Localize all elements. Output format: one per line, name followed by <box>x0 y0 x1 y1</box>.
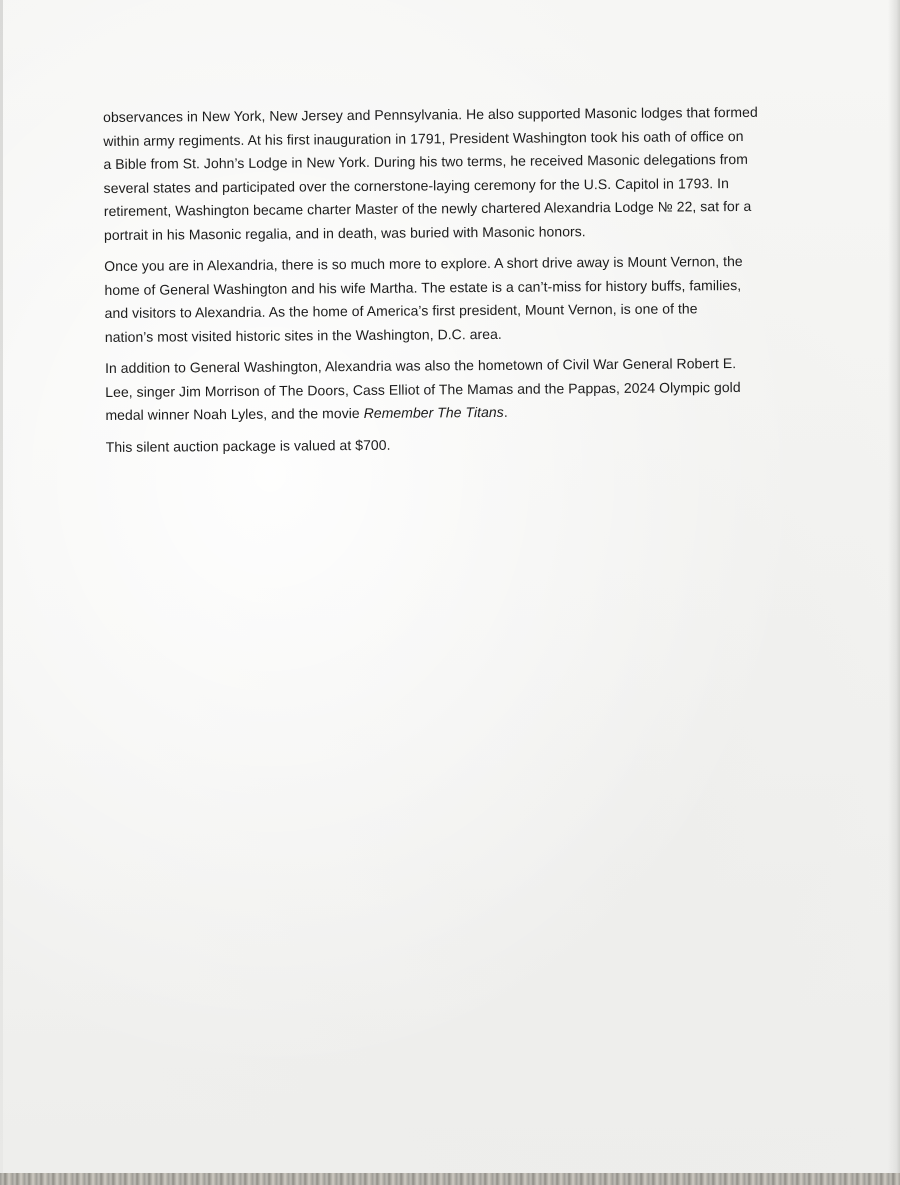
paragraph-masonic-history <box>103 101 804 247</box>
text-line: a Bible from St. John’s Lodge in New York. During his two terms, he received Masonic delegations from <box>103 150 748 172</box>
text-line: retirement, Washington became charter Master of the newly chartered Alexandria Lodge № 22, sat for a <box>103 197 752 219</box>
text-line: Lee, singer Jim Morrison of The Doors, Cass Elliot of The Mamas and the Pappas, 2024 Olympic gold <box>105 378 741 400</box>
text-line: and visitors to Alexandria. As the home of America’s first president, Mount Vernon, is one of the <box>104 300 698 321</box>
text-segment: medal winner Noah Lyles, and the movie <box>105 404 364 423</box>
paragraph-package-value <box>106 430 806 459</box>
text-line: observances in New York, New Jersey and Pennsylvania. He also supported Masonic lodges that formed <box>103 103 758 125</box>
text-line: portrait in his Masonic regalia, and in death, was buried with Masonic honors. <box>103 222 586 243</box>
text-segment: . <box>503 403 508 420</box>
text-line: nation’s most visited historic sites in the Washington, D.C. area. <box>104 325 502 345</box>
paragraph-mount-vernon <box>104 249 805 348</box>
text-line: Once you are in Alexandria, there is so much more to explore. A short drive away is Mount Vernon, the <box>104 252 743 274</box>
movie-title: Remember The Titans <box>363 403 504 421</box>
text-line: This silent auction package is valued at $700. <box>105 436 391 455</box>
bottom-surface-strip <box>0 1173 900 1185</box>
document-body <box>103 101 806 467</box>
text-line: within army regiments. At his first inauguration in 1791, President Washington took his oath of office on <box>103 127 744 149</box>
paper-right-edge <box>888 0 900 1185</box>
text-line: In addition to General Washington, Alexandria was also the hometown of Civil War General Robert E. <box>104 355 737 376</box>
paper-left-edge <box>0 0 3 1185</box>
text-line: several states and participated over the cornerstone-laying ceremony for the U.S. Capitol in 1793. In <box>103 174 729 196</box>
paragraph-alexandria-natives <box>105 351 806 427</box>
text-line-with-italic <box>105 398 805 427</box>
text-line: home of General Washington and his wife Martha. The estate is a can’t-miss for history buffs, families, <box>104 276 742 298</box>
